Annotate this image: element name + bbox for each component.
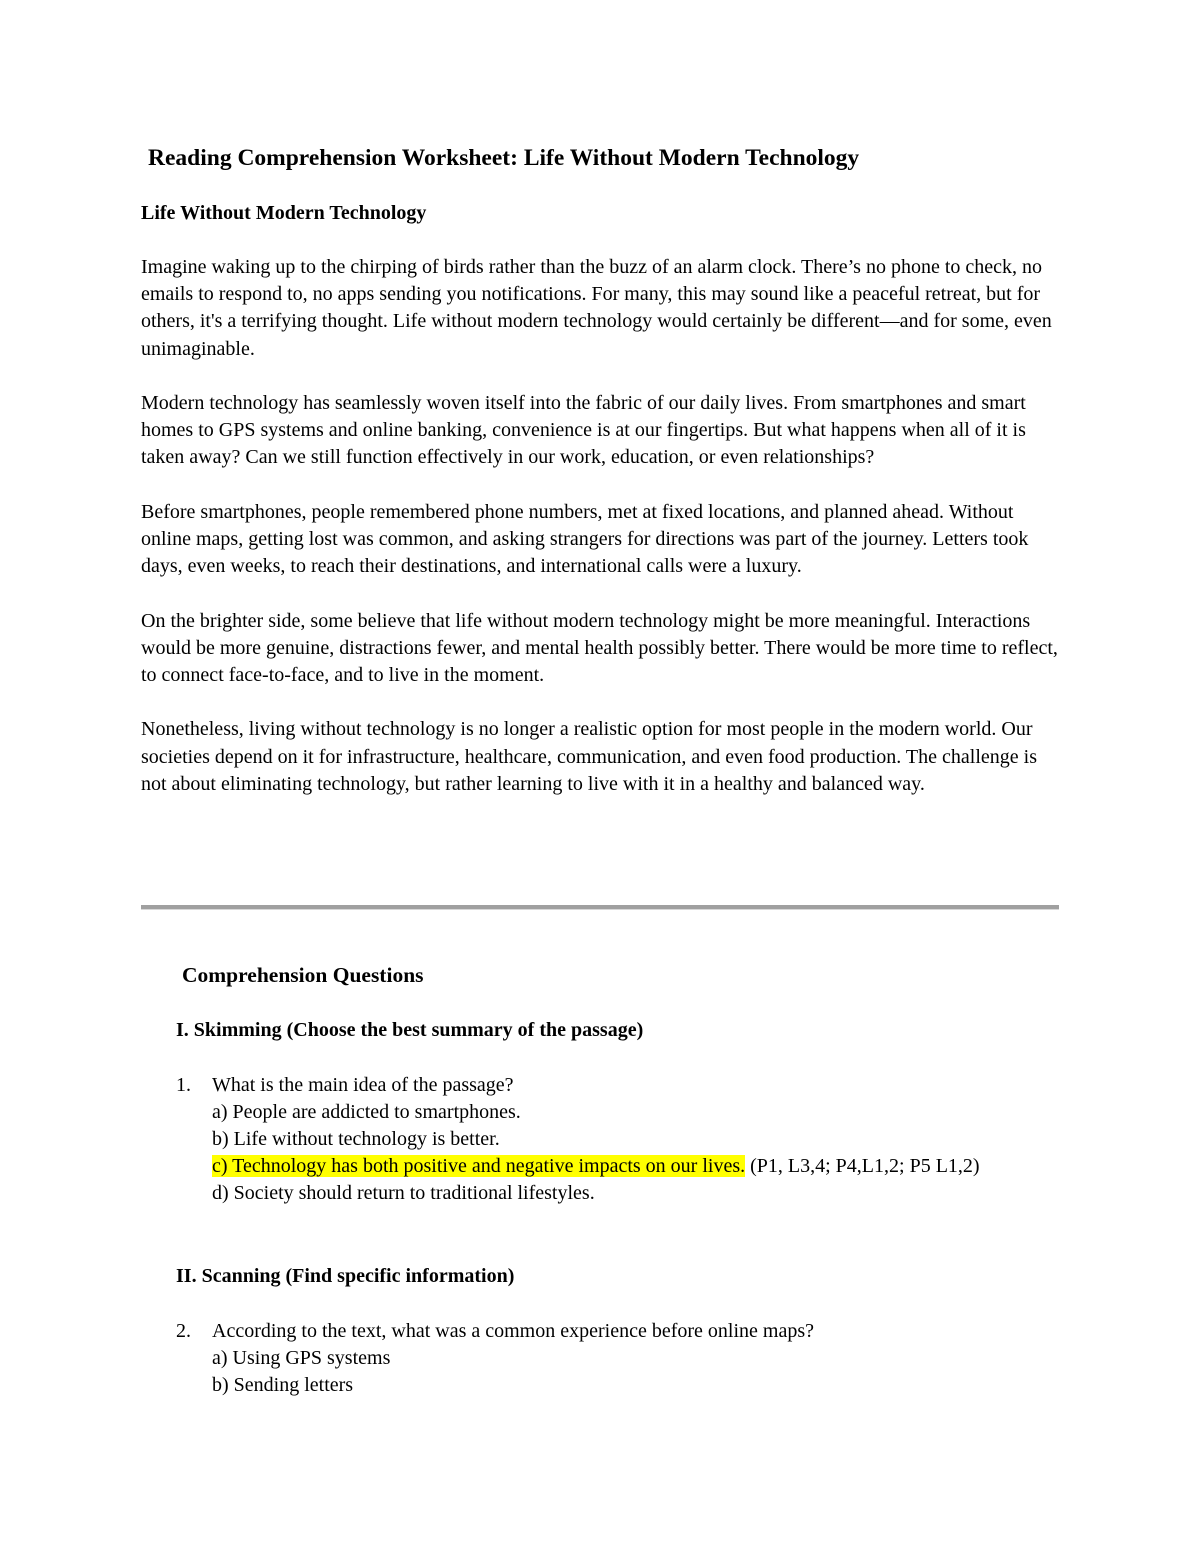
question-1-number: 1. [176, 1074, 191, 1096]
horizontal-rule [141, 905, 1059, 910]
section-skimming-heading: I. Skimming (Choose the best summary of the passage) [176, 1019, 644, 1041]
comprehension-questions [176, 960, 1076, 1396]
reading-passage [141, 200, 1066, 825]
worksheet-title: Reading Comprehension Worksheet: Life Without Modern Technology [148, 145, 860, 171]
question-1 [176, 1072, 1056, 1207]
passage-paragraph-3: Before smartphones, people remembered phone numbers, met at fixed locations, and planned ahead. Without online maps, getting lost was common, and asking strangers for directions was part of the journey. Letters took days, even weeks, to reach their destinations, and international calls were a luxury. [141, 500, 1029, 578]
question-1-option-c [212, 1153, 1056, 1180]
question-2 [176, 1318, 1056, 1399]
question-2-number: 2. [176, 1320, 191, 1342]
section-scanning-heading: II. Scanning (Find specific information) [176, 1265, 515, 1287]
highlighted-answer: c) Technology has both positive and negative impacts on our lives. [212, 1155, 746, 1177]
passage-paragraph-4: On the brighter side, some believe that life without modern technology might be more meaningful. Interactions would be more genuine, distractions fewer, and mental health possibly better. There would be more time to reflect, to connect face-to-face, and to live in the moment. [141, 609, 1058, 686]
passage-paragraph-1: Imagine waking up to the chirping of birds rather than the buzz of an alarm clock. There’s no phone to check, no emails to respond to, no apps sending you notifications. For many, this may sound like a peaceful retreat, but for others, it's a terrifying thought. Life without modern technology would certainly be different—and for some, even unimaginable. [141, 256, 1052, 360]
question-1-option-a: a) People are addicted to smartphones. [212, 1101, 521, 1123]
passage-paragraph-5: Nonetheless, living without technology is no longer a realistic option for most people in the modern world. Our societies depend on it for infrastructure, healthcare, communication, and even food production. The challenge is not about eliminating technology, but rather learning to live with it in a healthy and balanced way. [141, 718, 1037, 795]
question-1-prompt: What is the main idea of the passage? [212, 1074, 514, 1096]
question-2-option-a: a) Using GPS systems [212, 1347, 391, 1369]
question-1-option-d: d) Society should return to traditional lifestyles. [212, 1182, 595, 1204]
passage-title: Life Without Modern Technology [141, 202, 427, 224]
question-2-option-b: b) Sending letters [212, 1374, 354, 1396]
question-1-option-b: b) Life without technology is better. [212, 1128, 500, 1150]
answer-reference: (P1, L3,4; P4,L1,2; P5 L1,2) [745, 1155, 980, 1177]
question-2-prompt: According to the text, what was a common experience before online maps? [212, 1320, 815, 1342]
questions-heading: Comprehension Questions [182, 963, 424, 987]
passage-paragraph-2: Modern technology has seamlessly woven itself into the fabric of our daily lives. From smartphones and smart homes to GPS systems and online banking, convenience is at our fingertips. But what happens when all of it is taken away? Can we still function effectively in our work, education, or even relationships? [141, 392, 1026, 469]
